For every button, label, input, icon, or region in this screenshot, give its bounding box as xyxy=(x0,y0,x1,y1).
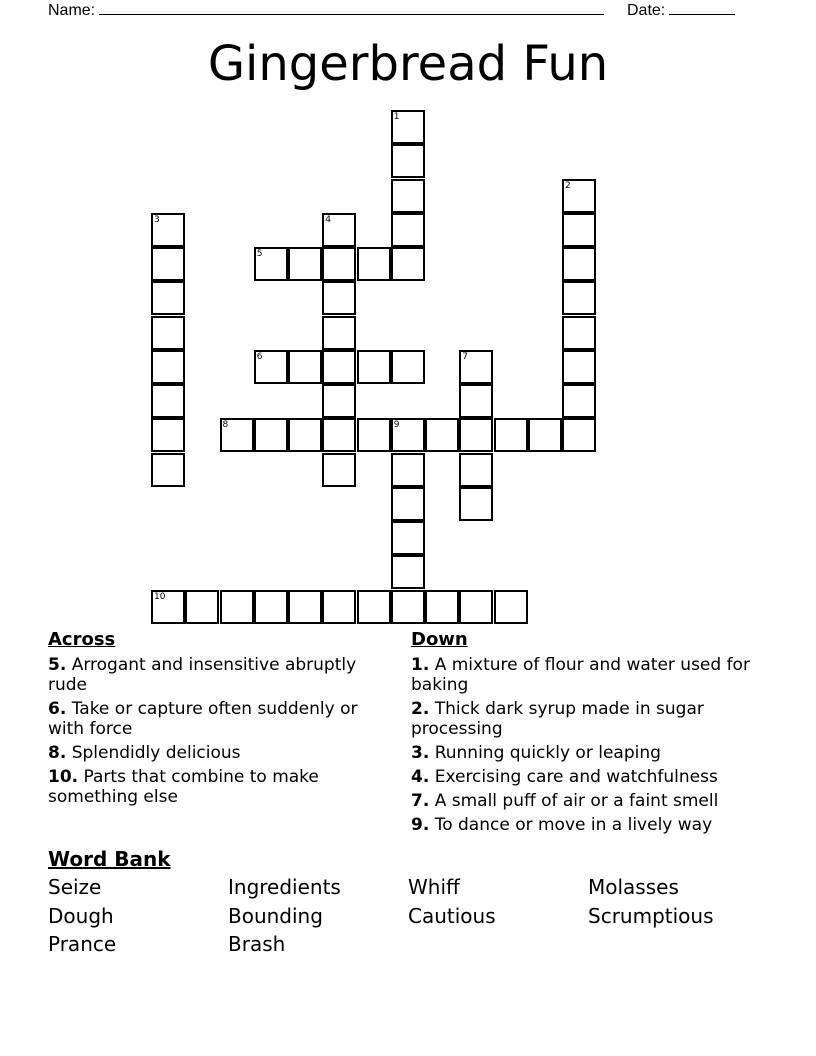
grid-cell[interactable] xyxy=(288,418,322,452)
down-clue: 2. Thick dark syrup made in sugar processing xyxy=(411,699,704,739)
grid-cell[interactable] xyxy=(391,213,425,247)
grid-cell[interactable] xyxy=(322,453,356,487)
down-heading: Down xyxy=(411,629,468,650)
clue-number: 2 xyxy=(565,180,571,191)
grid-cell[interactable] xyxy=(562,179,596,213)
grid-cell[interactable] xyxy=(391,350,425,384)
clue-number: 4 xyxy=(325,214,331,225)
clue-number: 1 xyxy=(393,112,400,122)
grid-cell[interactable] xyxy=(151,590,185,624)
grid-cell[interactable] xyxy=(322,384,356,418)
grid-cell[interactable] xyxy=(322,316,356,350)
across-clue: 8. Splendidly delicious xyxy=(48,743,241,763)
grid-cell[interactable] xyxy=(254,590,288,624)
grid-cell[interactable] xyxy=(391,590,425,624)
across-clues xyxy=(48,655,383,811)
grid-cell[interactable] xyxy=(562,316,596,350)
clue-number: 3 xyxy=(154,214,160,225)
word-bank-word: Prance xyxy=(48,932,117,956)
grid-cell[interactable] xyxy=(151,384,185,418)
across-heading: Across xyxy=(48,629,116,650)
grid-cell[interactable] xyxy=(528,418,562,452)
word-bank-word: Whiff xyxy=(408,875,460,899)
grid-cell[interactable] xyxy=(254,247,288,281)
grid-cell[interactable] xyxy=(494,418,528,452)
grid-cell[interactable] xyxy=(391,110,425,144)
grid-cell[interactable] xyxy=(494,590,528,624)
grid-cell[interactable] xyxy=(357,350,391,384)
date-label: Date: xyxy=(627,2,666,19)
clue-number: 10 xyxy=(154,591,166,602)
grid-cell[interactable] xyxy=(357,590,391,624)
grid-cell[interactable] xyxy=(459,590,493,624)
grid-cell[interactable] xyxy=(220,418,254,452)
page-title: Gingerbread Fun xyxy=(207,36,609,92)
down-clue: 3. Running quickly or leaping xyxy=(411,743,661,763)
word-bank-word: Scrumptious xyxy=(588,903,714,928)
down-clue: 4. Exercising care and watchfulness xyxy=(411,767,718,787)
grid-cell[interactable] xyxy=(322,281,356,315)
name-label: Name: xyxy=(48,2,96,19)
word-bank-heading: Word Bank xyxy=(48,847,171,871)
grid-cell[interactable] xyxy=(254,418,288,452)
grid-cell[interactable] xyxy=(151,453,185,487)
grid-cell[interactable] xyxy=(151,316,185,350)
grid-cell[interactable] xyxy=(151,281,185,315)
word-bank-word: Brash xyxy=(228,932,286,956)
word-bank-word: Seize xyxy=(48,875,102,899)
grid-cell[interactable] xyxy=(391,521,425,555)
grid-cell[interactable] xyxy=(562,384,596,418)
grid-cell[interactable] xyxy=(459,487,493,521)
across-clue: 5. Arrogant and insensitive abruptly rude xyxy=(48,655,357,695)
grid-cell[interactable] xyxy=(322,350,356,384)
grid-cell[interactable] xyxy=(220,590,254,624)
word-bank-word: Molasses xyxy=(588,875,679,899)
grid-cell[interactable] xyxy=(562,418,596,452)
grid-cell[interactable] xyxy=(562,213,596,247)
clue-number: 6 xyxy=(256,351,263,362)
grid-cell[interactable] xyxy=(151,247,185,281)
down-clue: 9. To dance or move in a lively way xyxy=(411,815,713,835)
grid-cell[interactable] xyxy=(288,590,322,624)
grid-cell[interactable] xyxy=(459,453,493,487)
grid-cell[interactable] xyxy=(185,590,219,624)
grid-cell[interactable] xyxy=(391,179,425,213)
grid-cell[interactable] xyxy=(391,144,425,178)
grid-cell[interactable] xyxy=(562,350,596,384)
grid-cell[interactable] xyxy=(322,590,356,624)
grid-cell[interactable] xyxy=(459,418,493,452)
clue-number: 9 xyxy=(393,420,400,431)
grid-cell[interactable] xyxy=(391,418,425,452)
grid-cell[interactable] xyxy=(391,453,425,487)
grid-cell[interactable] xyxy=(151,213,185,247)
grid-cell[interactable] xyxy=(562,281,596,315)
across-clue: 10. Parts that combine to make something else xyxy=(48,767,319,807)
down-clues xyxy=(411,655,756,839)
grid-cell[interactable] xyxy=(151,350,185,384)
word-bank-word: Cautious xyxy=(408,903,496,928)
word-bank xyxy=(48,874,768,960)
grid-cell[interactable] xyxy=(151,418,185,452)
grid-cell[interactable] xyxy=(391,487,425,521)
word-bank-word: Bounding xyxy=(228,903,323,928)
down-clue: 1. A mixture of flour and water used for baking xyxy=(411,655,750,695)
grid-cell[interactable] xyxy=(322,247,356,281)
grid-cell[interactable] xyxy=(425,590,459,624)
grid-cell[interactable] xyxy=(562,247,596,281)
grid-cell[interactable] xyxy=(322,418,356,452)
grid-cell[interactable] xyxy=(459,350,493,384)
grid-cell[interactable] xyxy=(391,247,425,281)
clue-number: 5 xyxy=(256,249,263,259)
down-clue: 7. A small puff of air or a faint smell xyxy=(411,791,719,811)
clue-number: 7 xyxy=(462,351,468,362)
grid-cell[interactable] xyxy=(391,555,425,589)
grid-cell[interactable] xyxy=(322,213,356,247)
grid-cell[interactable] xyxy=(425,418,459,452)
clue-number: 8 xyxy=(222,420,229,431)
grid-cell[interactable] xyxy=(357,247,391,281)
across-clue: 6. Take or capture often suddenly or with force xyxy=(48,699,358,739)
grid-cell[interactable] xyxy=(459,384,493,418)
grid-cell[interactable] xyxy=(254,350,288,384)
grid-cell[interactable] xyxy=(288,247,322,281)
word-bank-word: Ingredients xyxy=(228,875,341,899)
grid-cell[interactable] xyxy=(357,418,391,452)
word-bank-word: Dough xyxy=(48,903,114,928)
grid-cell[interactable] xyxy=(288,350,322,384)
